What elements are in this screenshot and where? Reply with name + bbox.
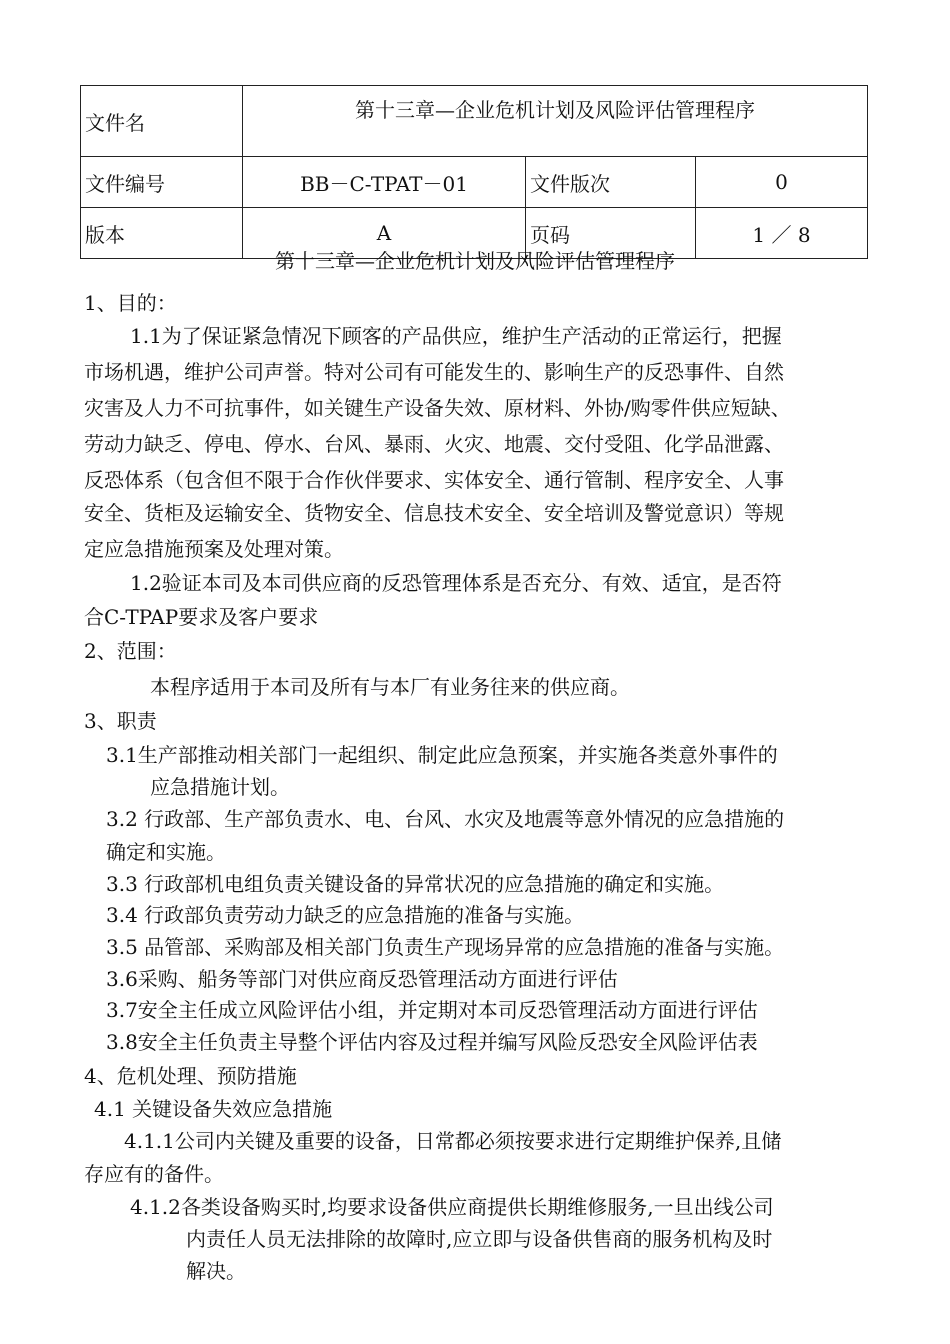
para-1-1-line-6: 安全、货柜及运输安全、货物安全、信息技术安全、安全培训及警觉意识）等规 [84, 501, 784, 525]
para-4-1-1-line-2: 存应有的备件。 [84, 1162, 224, 1186]
para-3-3: 3.3 行政部机电组负责关键设备的异常状况的应急措施的确定和实施。 [106, 872, 725, 896]
file-version-label: 文件版次 [526, 157, 696, 208]
para-1-1-line-1: 1.1为了保证紧急情况下顾客的产品供应，维护生产活动的正常运行，把握 [130, 324, 782, 348]
para-4-1-2-line-1: 4.1.2各类设备购买时,均要求设备供应商提供长期维修服务,一旦出线公司 [130, 1195, 774, 1219]
section-1-heading: 1、目的： [84, 291, 177, 315]
para-3-6: 3.6采购、船务等部门对供应商反恐管理活动方面进行评估 [106, 967, 618, 991]
para-3-4: 3.4 行政部负责劳动力缺乏的应急措施的准备与实施。 [106, 903, 585, 927]
section-2-heading: 2、范围： [84, 639, 177, 663]
para-1-2-line-1: 1.2验证本司及本司供应商的反恐管理体系是否充分、有效、适宜，是否符 [130, 571, 782, 595]
file-name-value: 第十三章—企业危机计划及风险评估管理程序 [243, 86, 868, 157]
version-label: 版本 [81, 208, 243, 259]
para-1-1-line-7: 定应急措施预案及处理对策。 [84, 537, 344, 561]
file-name-label: 文件名 [81, 86, 243, 157]
para-1-1-line-5: 反恐体系（包含但不限于合作伙伴要求、实体安全、通行管制、程序安全、人事 [84, 468, 784, 492]
document-header-table [80, 85, 868, 259]
header-row-file-number [81, 157, 868, 208]
para-4-1-2-line-3: 解决。 [186, 1259, 246, 1283]
para-4-1-1-line-1: 4.1.1公司内关键及重要的设备，日常都必须按要求进行定期维护保养,且储 [124, 1129, 782, 1153]
para-1-1-line-2: 市场机遇，维护公司声誉。特对公司有可能发生的、影响生产的反恐事件、自然 [84, 360, 784, 384]
document-title: 第十三章—企业危机计划及风险评估管理程序 [275, 249, 675, 273]
file-version-value: 0 [696, 157, 868, 208]
para-3-8: 3.8安全主任负责主导整个评估内容及过程并编写风险反恐安全风险评估表 [106, 1030, 758, 1054]
para-2-line-1: 本程序适用于本司及所有与本厂有业务往来的供应商。 [150, 675, 630, 699]
version-value: A [243, 208, 526, 259]
para-3-5: 3.5 品管部、采购部及相关部门负责生产现场异常的应急措施的准备与实施。 [106, 935, 785, 959]
page-number-label: 页码 [526, 208, 696, 259]
subsection-4-1-heading: 4.1 关键设备失效应急措施 [94, 1097, 333, 1121]
section-3-heading: 3、职责 [84, 709, 157, 733]
para-3-7: 3.7安全主任成立风险评估小组，并定期对本司反恐管理活动方面进行评估 [106, 998, 758, 1022]
para-3-2-line-1: 3.2 行政部、生产部负责水、电、台风、水灾及地震等意外情况的应急措施的 [106, 807, 785, 831]
para-3-2-line-2: 确定和实施。 [106, 840, 226, 864]
file-number-value: BB－C-TPAT－01 [243, 157, 526, 208]
para-3-1-line-2: 应急措施计划。 [150, 775, 290, 799]
section-4-heading: 4、危机处理、预防措施 [84, 1064, 297, 1088]
para-3-1-line-1: 3.1生产部推动相关部门一起组织、制定此应急预案，并实施各类意外事件的 [106, 743, 778, 767]
para-1-1-line-3: 灾害及人力不可抗事件，如关键生产设备失效、原材料、外协/购零件供应短缺、 [84, 396, 791, 420]
para-1-1-line-4: 劳动力缺乏、停电、停水、台风、暴雨、火灾、地震、交付受阻、化学品泄露、 [84, 432, 784, 456]
para-1-2-line-2: 合C-TPAP要求及客户要求 [84, 605, 319, 629]
para-4-1-2-line-2: 内责任人员无法排除的故障时,应立即与设备供售商的服务机构及时 [186, 1227, 773, 1251]
file-number-label: 文件编号 [81, 157, 243, 208]
header-row-file-name [81, 86, 868, 157]
page-number-value: 1 ／ 8 [696, 208, 868, 259]
